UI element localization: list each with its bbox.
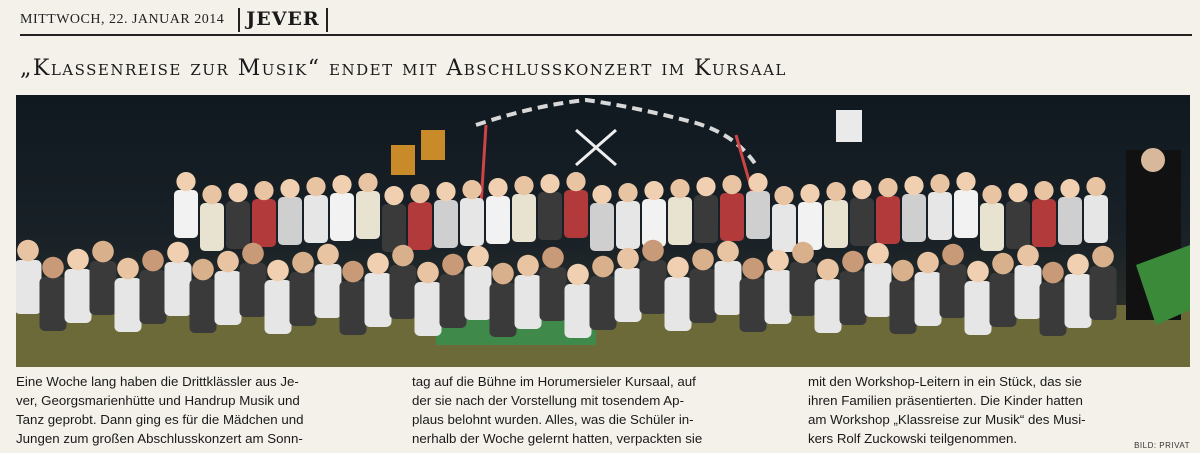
photo-credit: BILD: PRIVAT <box>1134 441 1190 450</box>
article-column-1 <box>16 372 398 452</box>
text-line: nerhalb der Woche gelernt hatten, verpackten sie <box>412 431 703 446</box>
text-line: mit den Workshop-Leitern in ein Stück, das sie <box>808 374 1082 389</box>
stage-group-illustration <box>16 95 1190 367</box>
text-line: ver, Georgsmarienhütte und Handrup Musik und <box>16 393 300 408</box>
article-column-2 <box>412 372 794 452</box>
text-line: am Workshop „Klassreise zur Musik“ des Musi- <box>808 412 1086 427</box>
article-photo <box>16 95 1190 367</box>
text-line: Jungen zum großen Abschlusskonzert am Sonn- <box>16 431 303 446</box>
section-title: JEVER <box>238 8 328 32</box>
text-line: tag auf die Bühne im Horumersieler Kursaal, auf <box>412 374 696 389</box>
masthead <box>20 6 1192 32</box>
text-line: kers Rolf Zuckowski teilgenommen. <box>808 431 1018 446</box>
article-headline: „Klassenreise zur Musik“ endet mit Abschlusskonzert im Kursaal <box>20 56 787 81</box>
text-line: ihren Familien präsentierten. Die Kinder hatten <box>808 393 1083 408</box>
text-line: Eine Woche lang haben die Drittklässler aus Je- <box>16 374 299 389</box>
text-line: plaus belohnt wurden. Alles, was die Schüler in- <box>412 412 694 427</box>
header-rule <box>20 34 1192 36</box>
article-column-3 <box>808 372 1190 452</box>
text-line: Tanz geprobt. Dann ging es für die Mädchen und <box>16 412 304 427</box>
article-body <box>16 372 1190 452</box>
issue-date: MITTWOCH, 22. JANUAR 2014 <box>20 12 225 27</box>
text-line: der sie nach der Vorstellung mit tosendem Ap- <box>412 393 684 408</box>
